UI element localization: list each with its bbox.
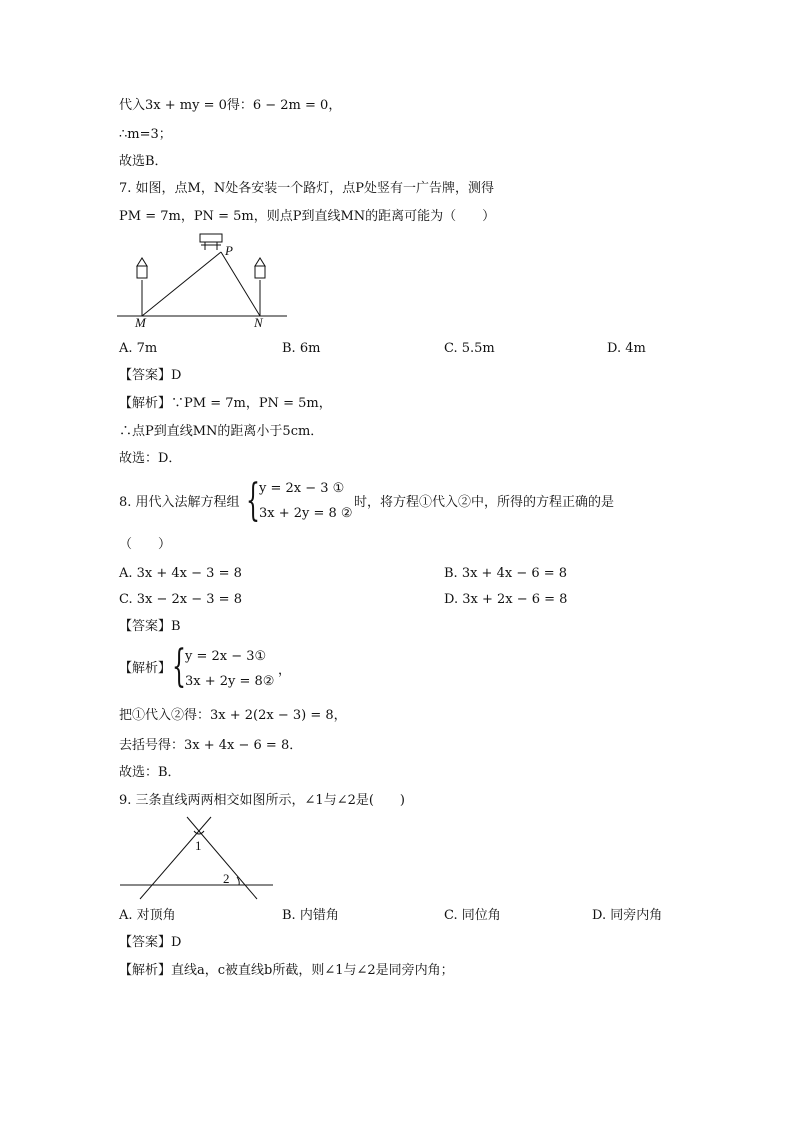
q7-option-a: A. 7m xyxy=(119,341,158,356)
text-line-m-value: ∴m=3； xyxy=(119,127,172,142)
q7-billboard xyxy=(200,234,222,242)
q7-label-n: N xyxy=(254,315,263,330)
q7-option-b: B. 6m xyxy=(282,341,321,356)
q7-segment-pn xyxy=(221,252,260,316)
q8-explanation-2: 把①代入②得：3x + 2(2x − 3) = 8， xyxy=(119,708,347,723)
q8-explanation-label: 【解析】 xyxy=(119,661,172,676)
q7-right-lamp-top xyxy=(255,258,265,266)
q9-option-c: C. 同位角 xyxy=(444,908,501,923)
q8-option-b: B. 3x + 4x − 6 = 8 xyxy=(444,566,568,581)
q7-explanation-2: ∴点P到直线MN的距离小于5cm． xyxy=(119,424,324,439)
q7-segment-pm xyxy=(142,252,221,316)
q8-system-brace: { xyxy=(246,475,260,526)
q7-stem-line1: 7. 如图，点M，N处各安装一个路灯，点P处竖有一广告牌，测得 xyxy=(119,181,494,196)
q8-answer: 【答案】B xyxy=(119,619,181,634)
q8-option-d: D. 3x + 2x − 6 = 8 xyxy=(444,592,568,607)
q9-option-a: A. 对顶角 xyxy=(119,908,176,923)
q8-explanation-4: 故选：B． xyxy=(119,765,181,780)
q7-option-c: C. 5.5m xyxy=(444,341,495,356)
q8-stem-prefix: 8. 用代入法解方程组 xyxy=(119,495,240,510)
q7-right-lamp-box xyxy=(255,266,265,278)
q9-line-right xyxy=(187,817,257,899)
q8-system-eq1: y = 2x − 3 ① xyxy=(259,481,345,496)
q7-figure xyxy=(115,228,295,330)
q7-left-lamp-top xyxy=(137,258,147,266)
q9-figure xyxy=(115,815,280,900)
q7-label-p: P xyxy=(225,243,233,258)
q7-stem-line2: PM = 7m，PN = 5m，则点P到直线MN的距离可能为（ ） xyxy=(119,209,496,224)
q9-stem: 9. 三条直线两两相交如图所示，∠1与∠2是( ) xyxy=(119,793,406,808)
text-line-substitute: 代入3x + my = 0得：6 − 2m = 0， xyxy=(119,98,342,113)
q9-line-left xyxy=(140,817,211,899)
q7-explanation-3: 故选：D． xyxy=(119,451,182,466)
q8-exp-system-tail: ， xyxy=(278,663,292,678)
q8-option-c: C. 3x − 2x − 3 = 8 xyxy=(119,592,242,607)
q8-exp-system-brace: { xyxy=(172,641,186,692)
q7-label-m: M xyxy=(135,315,146,330)
q8-exp-system-eq2: 3x + 2y = 8② xyxy=(185,674,275,689)
q9-label-angle-1: 1 xyxy=(195,838,202,853)
q7-explanation-1: 【解析】∵PM = 7m，PN = 5m， xyxy=(119,396,332,411)
q9-option-b: B. 内错角 xyxy=(282,908,339,923)
q9-label-angle-2: 2 xyxy=(223,871,230,886)
q8-explanation-3: 去括号得：3x + 4x − 6 = 8． xyxy=(119,738,303,753)
q8-stem-suffix: 时，将方程①代入②中，所得的方程正确的是 xyxy=(354,495,615,510)
q7-answer: 【答案】D xyxy=(119,368,182,383)
q9-answer: 【答案】D xyxy=(119,935,182,950)
q9-option-d: D. 同旁内角 xyxy=(592,908,663,923)
q8-system-eq2: 3x + 2y = 8 ② xyxy=(259,506,353,521)
q8-paren: （ ） xyxy=(119,537,172,552)
q8-option-a: A. 3x + 4x − 3 = 8 xyxy=(119,566,242,581)
q7-left-lamp-box xyxy=(137,266,147,278)
q7-option-d: D. 4m xyxy=(607,341,646,356)
text-line-choose-b: 故选B． xyxy=(119,154,168,169)
q8-exp-system-eq1: y = 2x − 3① xyxy=(185,649,267,664)
q9-explanation: 【解析】直线a，c被直线b所截，则∠1与∠2是同旁内角； xyxy=(119,963,454,978)
